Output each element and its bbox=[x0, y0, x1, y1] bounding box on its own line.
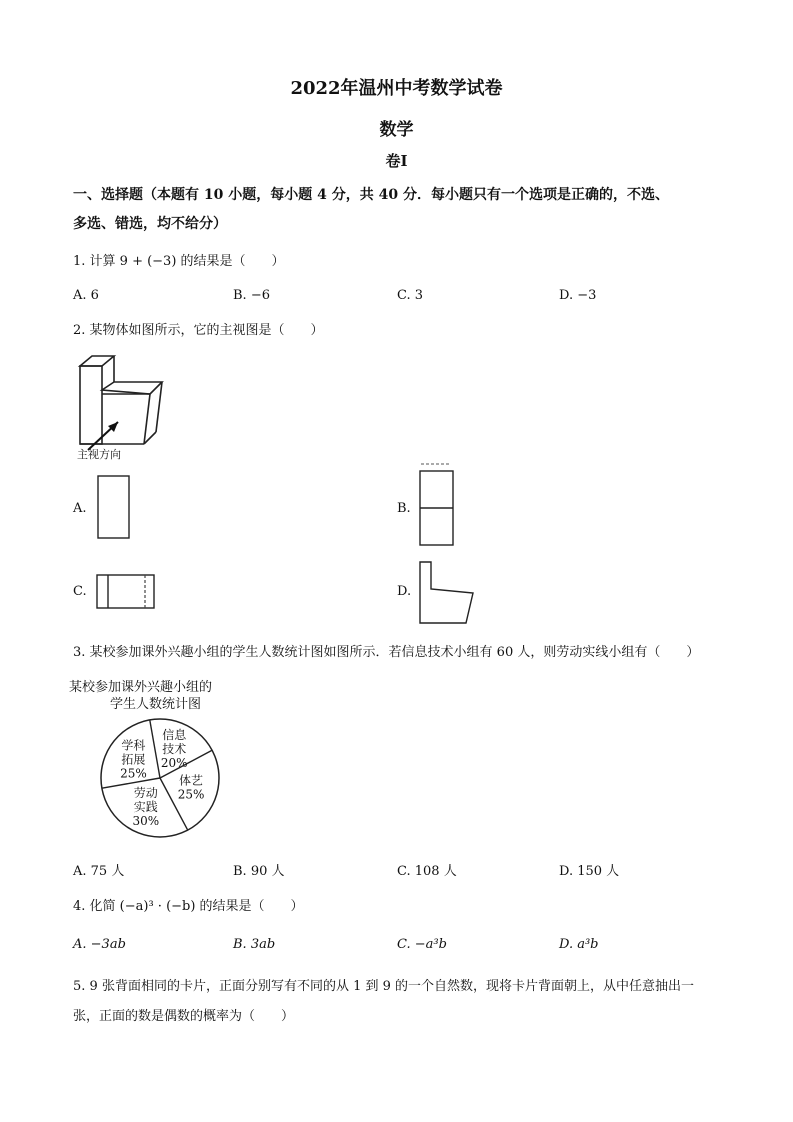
section-instructions-line1: 一、选择题（本题有 10 小题，每小题 4 分，共 40 分．每小题只有一个选项是正确的，不选、 bbox=[73, 187, 669, 203]
q3-option-a: A. 75 人 bbox=[73, 864, 125, 879]
slice-info-tech-label: 技术 bbox=[162, 741, 187, 756]
q3-option-b: B. 90 人 bbox=[233, 864, 285, 879]
question-1-text: 1. 计算 9 + (−3) 的结果是（ ） bbox=[73, 254, 285, 269]
slice-subject-ext-label: 拓展 bbox=[121, 752, 146, 767]
view-direction-caption: 主视方向 bbox=[77, 448, 121, 461]
q4-option-b: B. 3ab bbox=[233, 937, 276, 952]
q1-option-a: A. 6 bbox=[73, 288, 99, 303]
q3-option-d: D. 150 人 bbox=[559, 864, 620, 879]
exam-title: 2022年温州中考数学试卷 bbox=[290, 78, 503, 99]
slice-arts-label: 25% bbox=[177, 787, 205, 802]
slice-labor-label: 实践 bbox=[133, 800, 158, 815]
question-4-text: 4. 化简 (−a)³ · (−b) 的结果是（ ） bbox=[73, 899, 304, 914]
q2-option-d-figure bbox=[417, 560, 477, 626]
slice-subject-ext-label: 学科 bbox=[121, 738, 146, 753]
slice-arts-label: 体艺 bbox=[179, 773, 204, 788]
question-3-text: 3. 某校参加课外兴趣小组的学生人数统计图如图所示．若信息技术小组有 60 人，则劳动实线小组有（ ） bbox=[73, 645, 700, 660]
slice-info-tech-boundary bbox=[150, 720, 160, 778]
q2-option-d-label: D. bbox=[397, 584, 412, 599]
q4-option-d: D. a³b bbox=[559, 937, 599, 952]
q4-option-a: A. −3ab bbox=[73, 937, 126, 952]
slice-labor-label: 劳动 bbox=[133, 786, 158, 801]
q2-option-c-figure bbox=[95, 572, 159, 612]
q4-option-c: C. −a³b bbox=[397, 937, 447, 952]
volume-title: 卷Ⅰ bbox=[385, 152, 408, 170]
slice-info-tech-label: 信息 bbox=[162, 727, 187, 742]
chart-title-line2: 学生人数统计图 bbox=[110, 697, 202, 712]
slice-labor-label: 30% bbox=[132, 814, 160, 829]
question-5-line1: 5. 9 张背面相同的卡片，正面分别写有不同的从 1 到 9 的一个自然数，现将卡片背面朝上，从中任意抽出一 bbox=[73, 979, 695, 994]
q1-option-b: B. −6 bbox=[233, 288, 270, 303]
slice-subject-ext-label: 25% bbox=[120, 766, 147, 781]
question-5-line2: 张，正面的数是偶数的概率为（ ） bbox=[73, 1009, 295, 1024]
q2-option-c-label: C. bbox=[73, 584, 87, 599]
chart-title-line1: 某校参加课外兴趣小组的 bbox=[69, 680, 213, 695]
q3-option-c: C. 108 人 bbox=[397, 864, 457, 879]
q2-option-a-label: A. bbox=[73, 501, 87, 516]
subject-title: 数学 bbox=[379, 120, 414, 140]
q1-option-c: C. 3 bbox=[397, 288, 424, 303]
question-2-text: 2. 某物体如图所示，它的主视图是（ ） bbox=[73, 323, 324, 338]
q2-option-a-figure bbox=[96, 474, 132, 540]
q1-option-d: D. −3 bbox=[559, 288, 597, 303]
slice-info-tech-label: 20% bbox=[160, 755, 188, 770]
q2-option-b-label: B. bbox=[397, 501, 411, 516]
pie-chart bbox=[60, 710, 260, 846]
section-instructions-line2: 多选、错选，均不给分） bbox=[73, 216, 227, 232]
q2-option-b-figure bbox=[417, 462, 457, 548]
